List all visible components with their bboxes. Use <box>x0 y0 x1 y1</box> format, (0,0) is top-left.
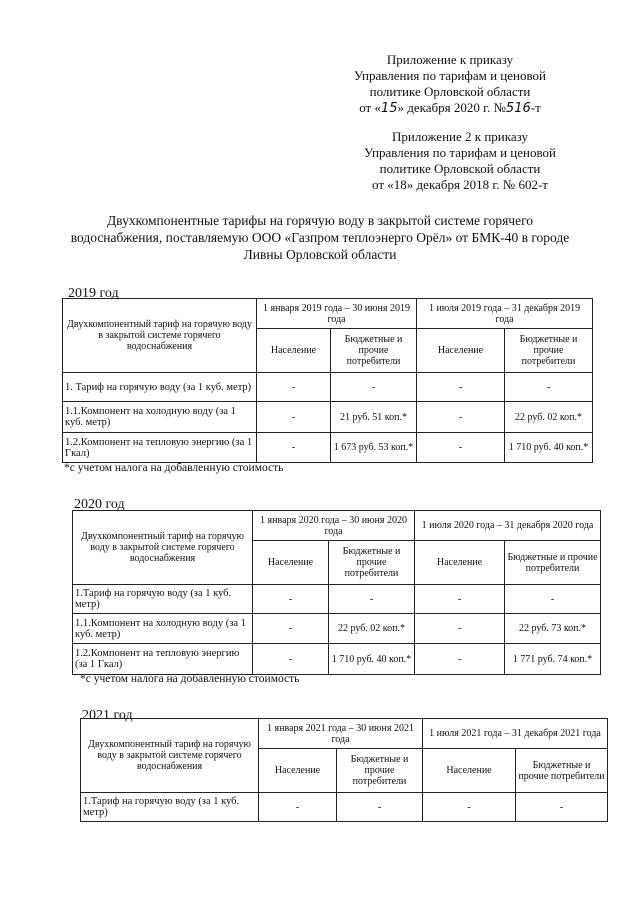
tariff-table-2020 <box>72 510 601 675</box>
row-label: 1.1.Компонент на холодную воду (за 1 куб. метр) <box>73 614 253 644</box>
table-row <box>63 373 593 402</box>
year-heading-2020: 2020 год <box>74 497 125 512</box>
order-header-line3: политике Орловской области <box>369 84 531 99</box>
table-cell: - <box>505 373 593 402</box>
order-header-line2: Управления по тарифам и ценовой <box>354 68 546 83</box>
table-row <box>63 402 593 433</box>
order-header-line4: от «15» декабря 2020 г. №516-т <box>359 100 541 116</box>
vat-footnote-2019: *с учетом налога на добавленную стоимость <box>64 462 284 474</box>
table-cell: - <box>329 585 415 614</box>
tariff-table-2021 <box>80 718 608 822</box>
period-header: 1 июля 2020 года – 31 декабря 2020 года <box>415 511 601 541</box>
table-cell: 21 руб. 51 коп.* <box>331 402 417 433</box>
handwritten-day: 15 <box>380 101 398 116</box>
table-cell: - <box>415 585 505 614</box>
period-header: 1 июля 2021 года – 31 декабря 2021 года <box>423 719 608 749</box>
period-header: 1 января 2019 года – 30 июня 2019 года <box>257 299 417 329</box>
table-cell: - <box>253 644 329 675</box>
table-cell: 1 673 руб. 53 коп.* <box>331 433 417 463</box>
table-row <box>73 614 601 644</box>
row-label: 1.Тариф на горячую воду (за 1 куб. метр) <box>73 585 253 614</box>
table-cell: 22 руб. 02 коп.* <box>329 614 415 644</box>
row-label: 1.1.Компонент на холодную воду (за 1 куб. метр) <box>63 402 257 433</box>
document-title: Двухкомпонентные тарифы на горячую воду в закрытой системе горячего водоснабжения, поставляемую ООО «Газпром теплоэнерго Орёл» от БМК-40 в городе Ливны Орловской области <box>70 213 570 262</box>
row-label: 1.2.Компонент на тепловую энергию (за 1 Гкал) <box>73 644 253 675</box>
column-header: Бюджетные и прочие потребители <box>337 749 423 793</box>
handwritten-number: 516 <box>505 101 531 116</box>
row-label: 1.Тариф на горячую воду (за 1 куб. метр) <box>81 793 259 822</box>
table-cell: - <box>415 614 505 644</box>
column-header: Население <box>253 541 329 585</box>
table-cell: - <box>516 793 608 822</box>
table-cell: - <box>417 402 505 433</box>
table-head-label: Двухкомпонентный тариф на горячую воду в закрытой системе горячего водоснабжения <box>73 511 253 585</box>
table-cell: - <box>257 433 331 463</box>
vat-footnote-2020: *с учетом налога на добавленную стоимость <box>80 673 300 685</box>
table-cell: 1 710 руб. 40 коп.* <box>329 644 415 675</box>
column-header: Население <box>417 329 505 373</box>
table-cell: - <box>415 644 505 675</box>
order-header-original <box>330 129 590 193</box>
table-cell: 22 руб. 02 коп.* <box>505 402 593 433</box>
column-header: Население <box>423 749 516 793</box>
order-header-line1: Приложение к приказу <box>386 52 514 67</box>
table-cell: 22 руб. 73 коп.* <box>505 614 601 644</box>
table-cell: - <box>417 373 505 402</box>
table-cell: - <box>257 402 331 433</box>
order-header-current <box>320 52 580 117</box>
table-cell: - <box>505 585 601 614</box>
column-header: Бюджетные и прочие потребители <box>505 329 593 373</box>
column-header: Бюджетные и прочие потребители <box>505 541 601 585</box>
table-row <box>73 585 601 614</box>
table-row <box>81 793 608 822</box>
column-header: Население <box>259 749 337 793</box>
table-cell: - <box>253 585 329 614</box>
table-head-label: Двухкомпонентный тариф на горячую воду в закрытой системе горячего водоснабжения <box>81 719 259 793</box>
year-heading-2019: 2019 год <box>68 286 119 301</box>
period-header: 1 января 2020 года – 30 июня 2020 года <box>253 511 415 541</box>
table-cell: - <box>253 614 329 644</box>
column-header: Население <box>257 329 331 373</box>
annex-header-line4: от «18» декабря 2018 г. № 602-т <box>372 177 548 192</box>
table-row <box>63 433 593 463</box>
column-header: Бюджетные и прочие потребители <box>331 329 417 373</box>
annex-header-line1: Приложение 2 к приказу <box>391 129 528 144</box>
table-row <box>73 644 601 675</box>
period-header: 1 января 2021 года – 30 июня 2021 года <box>259 719 423 749</box>
period-header: 1 июля 2019 года – 31 декабря 2019 года <box>417 299 593 329</box>
tariff-table-2019 <box>62 298 593 463</box>
row-label: 1.2.Компонент на тепловую энергию (за 1 Гкал) <box>63 433 257 463</box>
row-label: 1. Тариф на горячую воду (за 1 куб. метр) <box>63 373 257 402</box>
column-header: Бюджетные и прочие потребители <box>516 749 608 793</box>
annex-header-line2: Управления по тарифам и ценовой <box>364 145 556 160</box>
table-cell: 1 771 руб. 74 коп.* <box>505 644 601 675</box>
table-cell: - <box>257 373 331 402</box>
table-cell: - <box>423 793 516 822</box>
annex-header-line3: политике Орловской области <box>379 161 541 176</box>
table-cell: - <box>331 373 417 402</box>
year-heading-2021: 2021 год <box>82 708 133 723</box>
table-cell: - <box>259 793 337 822</box>
column-header: Население <box>415 541 505 585</box>
table-head-label: Двухкомпонентный тариф на горячую воду в закрытой системе горячего водоснабжения <box>63 299 257 373</box>
column-header: Бюджетные и прочие потребители <box>329 541 415 585</box>
table-cell: - <box>417 433 505 463</box>
table-cell: 1 710 руб. 40 коп.* <box>505 433 593 463</box>
table-cell: - <box>337 793 423 822</box>
